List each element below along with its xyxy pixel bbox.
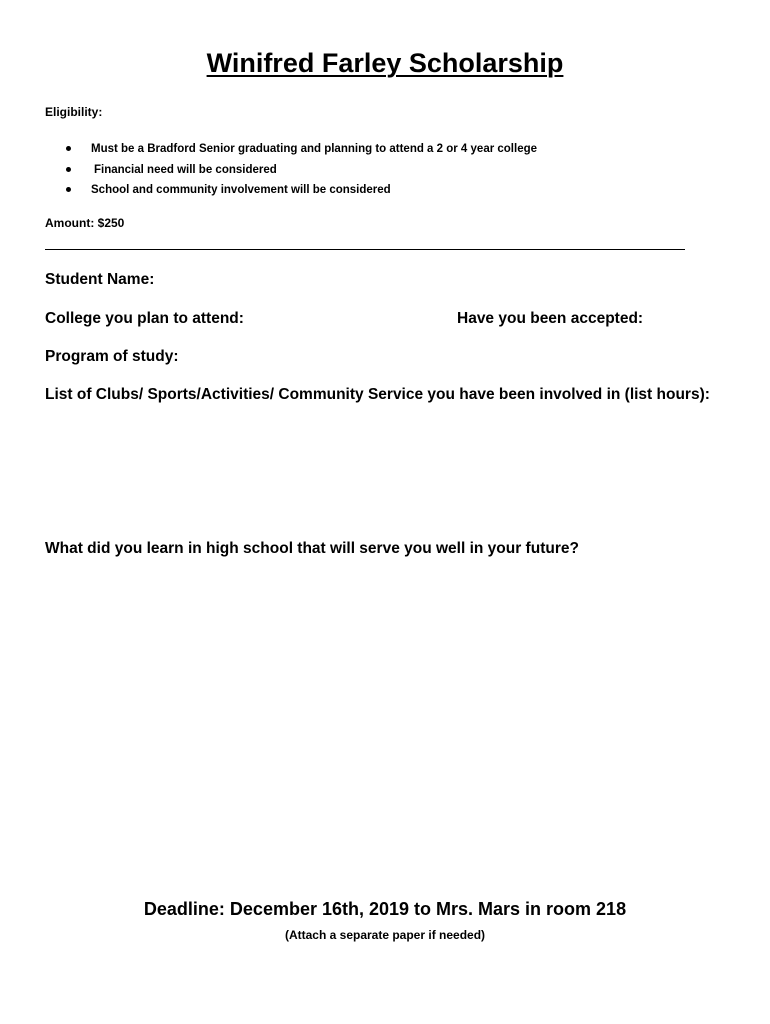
bullet-icon: [66, 167, 71, 172]
student-name-label: Student Name:: [45, 271, 155, 288]
activities-label: List of Clubs/ Sports/Activities/ Community Service you have been involved in (list hours):: [45, 386, 710, 403]
deadline-text: Deadline: December 16th, 2019 to Mrs. Mars in room 218: [143, 899, 627, 919]
accepted-label: Have you been accepted:: [457, 310, 644, 327]
program-label: Program of study:: [45, 348, 179, 365]
amount-text: Amount: $250: [45, 216, 125, 230]
bullet-icon: [66, 146, 71, 151]
eligibility-item-text: School and community involvement will be considered: [91, 184, 391, 196]
eligibility-item-text: Financial need will be considered: [94, 163, 277, 176]
divider-line: [45, 249, 685, 250]
eligibility-item-text: Must be a Bradford Senior graduating and planning to attend a 2 or 4 year college: [91, 143, 538, 155]
page-title: Winifred Farley Scholarship: [206, 48, 564, 78]
college-label: College you plan to attend:: [45, 310, 244, 327]
attach-note: (Attach a separate paper if needed): [284, 928, 486, 942]
learn-question: What did you learn in high school that will serve you well in your future?: [45, 540, 579, 557]
bullet-icon: [66, 187, 71, 192]
eligibility-label: Eligibility:: [45, 105, 103, 119]
